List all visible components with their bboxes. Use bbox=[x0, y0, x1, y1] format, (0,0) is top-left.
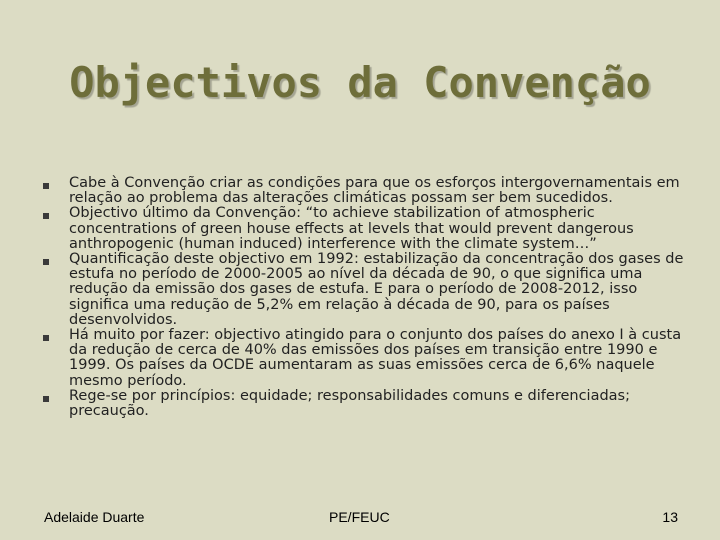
square-bullet-icon bbox=[43, 396, 49, 402]
square-bullet-icon bbox=[43, 213, 49, 219]
bullet-text: Há muito por fazer: objectivo atingido para o conjunto dos países do anexo I à custa da redução de cerca de 40% das emissões dos países em transição entre 1990 e 1999. Os países da OCDE aumentaram as suas emissões cerca de 6,6% naquele mesmo período. bbox=[69, 327, 682, 389]
bullet-text: Rege-se por princípios: equidade; responsabilidades comuns e diferenciadas; precaução. bbox=[69, 387, 630, 420]
square-bullet-icon bbox=[43, 183, 49, 189]
bullet-text: Quantificação deste objectivo em 1992: estabilização da concentração dos gases de estufa no período de 2000-2005 ao nível da década de 90, o que significa uma redução da emissão dos gases de estufa. E para o período de 2008-2012, isso significa uma redução de 5,2% em relação à década de 90, para os países desenvolvidos. bbox=[69, 251, 684, 328]
footer-author: Adelaide Duarte bbox=[44, 509, 145, 525]
bullet-list bbox=[40, 176, 690, 419]
square-bullet-icon bbox=[43, 259, 49, 265]
bullet-item bbox=[40, 328, 690, 389]
bullet-item bbox=[40, 176, 690, 206]
square-bullet-icon bbox=[43, 335, 49, 341]
footer-institution: PE/FEUC bbox=[329, 509, 390, 525]
bullet-item bbox=[40, 252, 690, 328]
slide-title: Objectivos da Convenção bbox=[69, 58, 651, 107]
bullet-text: Cabe à Convenção criar as condições para que os esforços intergovernamentais em relação ao problema das alterações climáticas possam ser bem sucedidos. bbox=[69, 175, 680, 207]
bullet-item bbox=[40, 389, 690, 419]
page-number: 13 bbox=[662, 509, 678, 525]
bullet-text: Objectivo último da Convenção: “to achieve stabilization of atmospheric concentrations of green house effects at levels that would prevent dangerous anthropogenic (human induced) interference with the climate system…” bbox=[69, 205, 634, 252]
bullet-item bbox=[40, 206, 690, 252]
